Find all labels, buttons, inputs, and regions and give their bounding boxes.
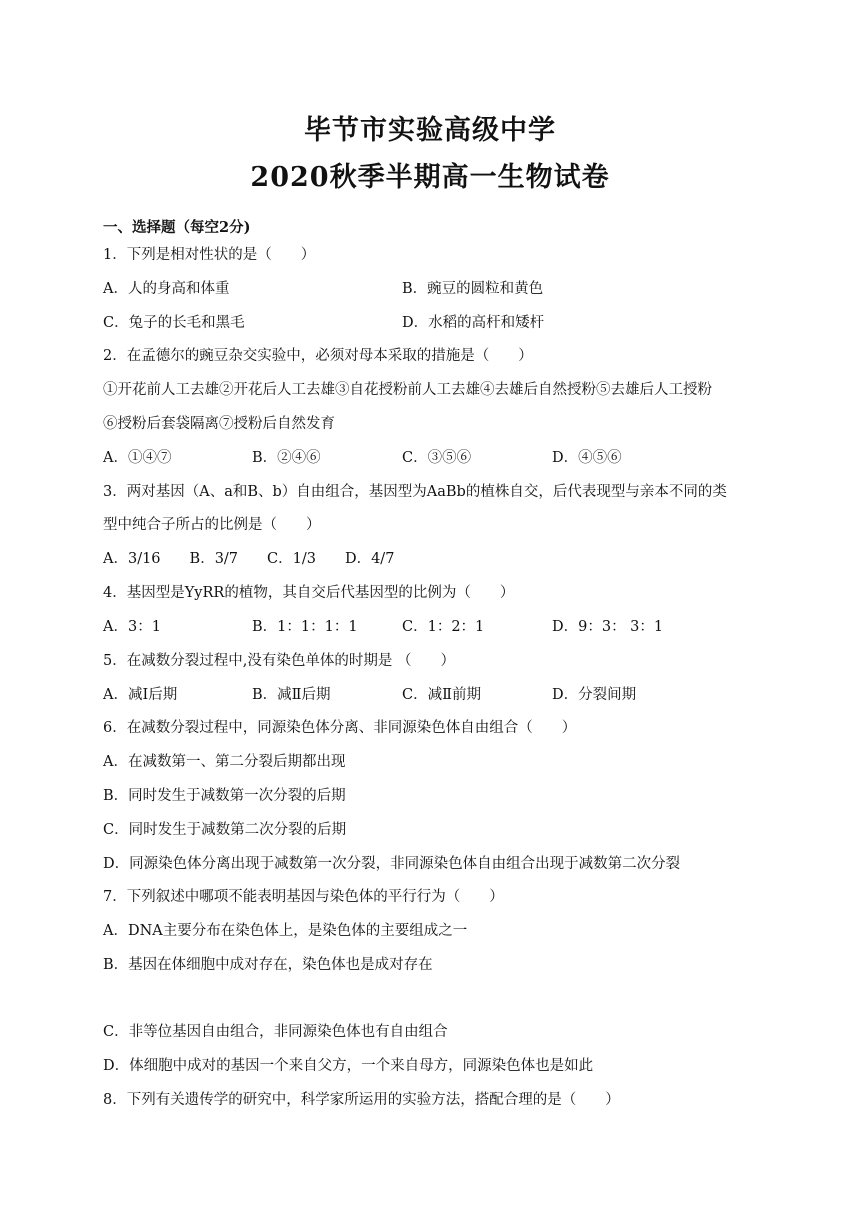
question-7-option-b: B．基因在体细胞中成对存在，染色体也是成对存在	[103, 957, 433, 973]
question-2-option-d: D．④⑤⑥	[552, 450, 622, 466]
question-6-option-b: B．同时发生于减数第一次分裂的后期	[103, 788, 346, 804]
question-2-stem: 2．在孟德尔的豌豆杂交实验中，必须对母本采取的措施是（ ）	[103, 348, 533, 364]
question-1-option-b: B．豌豆的圆粒和黄色	[402, 281, 544, 297]
question-5-option-b: B．减Ⅱ后期	[252, 687, 331, 703]
question-3-stem-line-2: 型中纯合子所占的比例是（ ）	[103, 517, 321, 533]
question-2-option-b: B．②④⑥	[252, 450, 321, 466]
section-heading: 一、选择题（每空2分)	[103, 219, 251, 236]
question-7-option-d: D．体细胞中成对的基因一个来自父方，一个来自母方，同源染色体也是如此	[103, 1058, 594, 1074]
question-7-option-c: C．非等位基因自由组合，非同源染色体也有自由组合	[103, 1024, 448, 1040]
question-3-stem-line-1: 3．两对基因（A、a和B、b）自由组合，基因型为AaBb的植株自交，后代表现型与亲本不同的类	[103, 484, 727, 500]
question-8-stem: 8．下列有关遗传学的研究中，科学家所运用的实验方法，搭配合理的是（ ）	[103, 1092, 620, 1108]
question-4-stem: 4．基因型是YyRR的植物，其自交后代基因型的比例为（ ）	[103, 585, 515, 601]
question-4-option-a: A．3：1	[103, 619, 161, 635]
question-1-option-a: A．人的身高和体重	[103, 281, 230, 297]
question-2-items-line-2: ⑥授粉后套袋隔离⑦授粉后自然发育	[103, 416, 335, 432]
question-6-option-c: C．同时发生于减数第二次分裂的后期	[103, 822, 347, 838]
question-2-items-line-1: ①开花前人工去雄②开花后人工去雄③自花授粉前人工去雄④去雄后自然授粉⑤去雄后人工授粉	[103, 382, 712, 398]
question-7-option-a: A．DNA主要分布在染色体上，是染色体的主要组成之一	[103, 923, 468, 939]
question-4-option-b: B．1：1：1：1	[252, 619, 358, 635]
question-2-option-a: A．①④⑦	[103, 450, 172, 466]
question-3-options: A．3/16 B．3/7 C．1/3 D．4/7	[103, 551, 395, 567]
question-1-stem: 1．下列是相对性状的是（ ）	[103, 247, 316, 263]
question-6-stem: 6．在减数分裂过程中，同源染色体分离、非同源染色体自由组合（ ）	[103, 720, 577, 736]
exam-title: 2020秋季半期高一生物试卷	[250, 162, 610, 193]
question-5-stem: 5．在减数分裂过程中,没有染色单体的时期是 （ ）	[103, 653, 455, 669]
question-4-option-d: D．9：3： 3：1	[552, 619, 664, 635]
question-4-option-c: C．1：2：1	[402, 619, 485, 635]
question-2-option-c: C．③⑤⑥	[402, 450, 472, 466]
question-6-option-a: A．在减数第一、第二分裂后期都出现	[103, 754, 346, 770]
school-title: 毕节市实验高级中学	[304, 115, 556, 146]
question-5-option-c: C．减Ⅱ前期	[402, 687, 481, 703]
question-1-option-d: D．水稻的高杆和矮杆	[402, 315, 545, 331]
question-1-option-c: C．兔子的长毛和黑毛	[103, 315, 245, 331]
question-5-option-a: A．减Ⅰ后期	[103, 687, 178, 703]
question-5-option-d: D．分裂间期	[552, 687, 637, 703]
question-6-option-d: D．同源染色体分离出现于减数第一次分裂，非同源染色体自由组合出现于减数第二次分裂	[103, 856, 681, 872]
question-7-stem: 7．下列叙述中哪项不能表明基因与染色体的平行行为（ ）	[103, 889, 504, 905]
